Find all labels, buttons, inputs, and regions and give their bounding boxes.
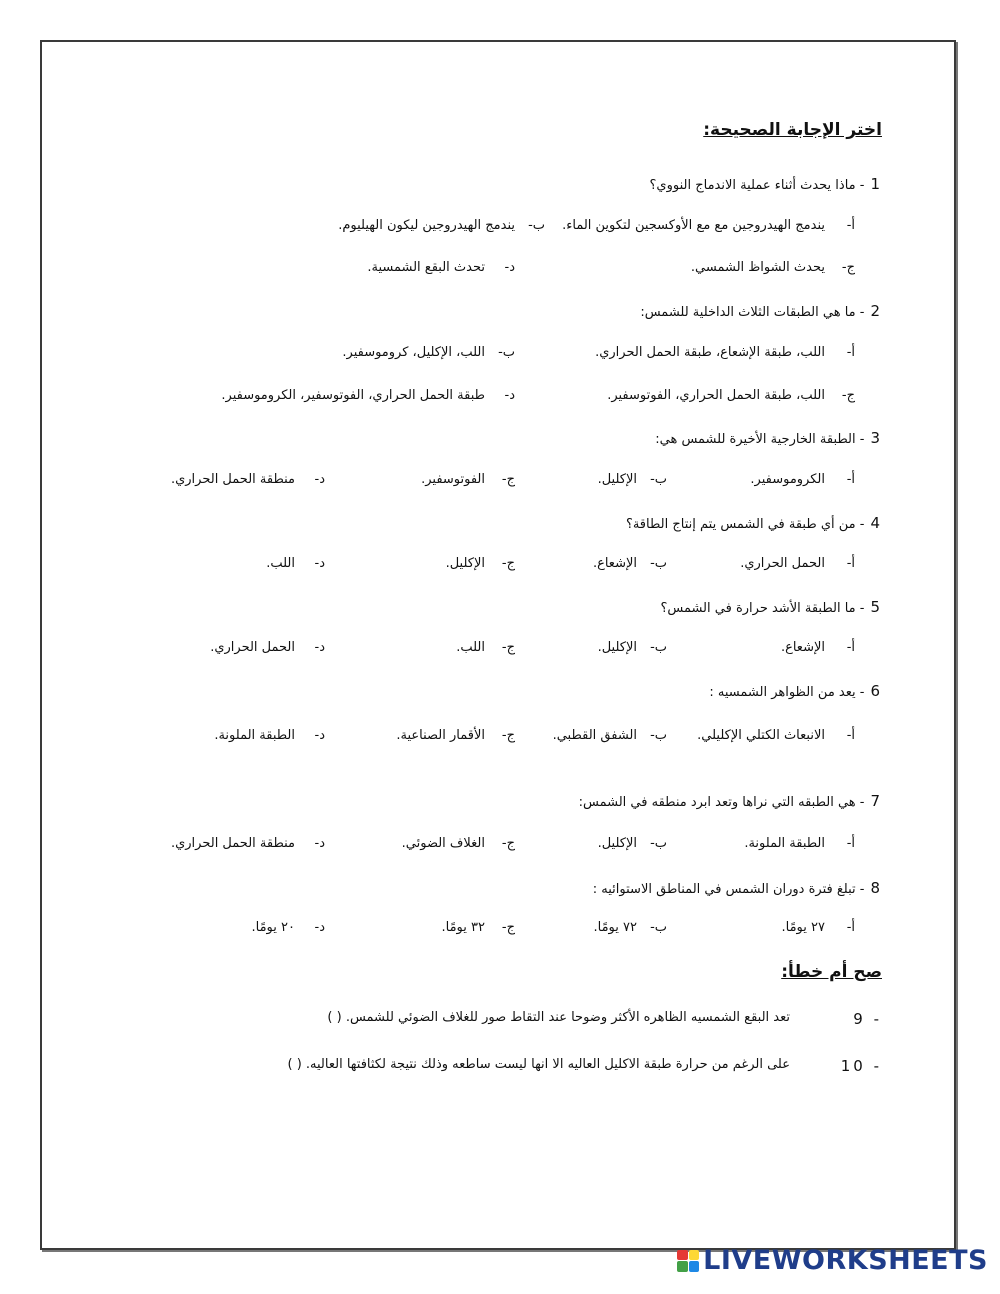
option-1b[interactable]: ب-يندمج الهيدروجين ليكون الهيليوم. <box>338 218 545 233</box>
tf-answer-blank[interactable]: ( ) <box>327 1010 342 1025</box>
option-3b[interactable]: ب-الإكليل. <box>597 472 667 487</box>
option-7a[interactable]: أ-الطبقة الملونة. <box>744 836 855 851</box>
option-7c[interactable]: ج-الغلاف الضوئي. <box>401 836 515 851</box>
option-6a[interactable]: أ-الانبعاث الكتلي الإكليلي. <box>697 728 855 743</box>
question-text: - ماذا يحدث أثناء عملية الاندماج النووي؟ <box>649 178 865 193</box>
option-4d[interactable]: د-اللب. <box>266 556 325 571</box>
tf-answer-blank[interactable]: ( ) <box>287 1057 302 1072</box>
option-3d[interactable]: د-منطقة الحمل الحراري. <box>170 472 325 487</box>
option-5a[interactable]: أ-الإشعاع. <box>780 640 855 655</box>
tf-statement-9: تعد البقع الشمسيه الظاهره الأكثر وضوحا عند التقاط صور للغلاف الضوئي للشمس. ( ) <box>327 1010 790 1025</box>
option-1d[interactable]: د-تحدث البقع الشمسية. <box>367 260 515 275</box>
option-7b[interactable]: ب-الإكليل. <box>597 836 667 851</box>
option-8b[interactable]: ب-٧٢ يومًا. <box>593 920 667 935</box>
option-5d[interactable]: د-الحمل الحراري. <box>210 640 325 655</box>
option-1c[interactable]: ج-يحدث الشواظ الشمسي. <box>690 260 855 275</box>
section-title-multiple-choice: اختر الإجابة الصحيحة: <box>703 120 882 140</box>
tf-number-10: 10 - <box>840 1057 882 1075</box>
logo-badge-icon <box>677 1250 699 1272</box>
option-5b[interactable]: ب-الإكليل. <box>597 640 667 655</box>
question-8: 8- تبلغ فترة دوران الشمس في المناطق الاستوائيه : <box>592 879 880 897</box>
option-7d[interactable]: د-منطقة الحمل الحراري. <box>170 836 325 851</box>
option-2c[interactable]: ج-اللب، طبقة الحمل الحراري، الفوتوسفير. <box>607 388 855 403</box>
option-8c[interactable]: ج-٣٢ يومًا. <box>441 920 515 935</box>
tf-number-9: 9 - <box>853 1010 882 1028</box>
question-6: 6- يعد من الظواهر الشمسيه : <box>709 682 880 700</box>
question-number: 1 <box>870 175 880 193</box>
option-3a[interactable]: أ-الكروموسفير. <box>750 472 855 487</box>
question-4: 4- من أي طبقة في الشمس يتم إنتاج الطاقة؟ <box>625 514 880 532</box>
option-8a[interactable]: أ-٢٧ يومًا. <box>781 920 855 935</box>
logo-text: LIVEWORKSHEETS <box>703 1245 988 1276</box>
question-1 <box>650 175 880 193</box>
option-8d[interactable]: د-٢٠ يومًا. <box>251 920 325 935</box>
tf-statement-10: على الرغم من حرارة طبقة الاكليل العاليه الا انها ليست ساطعه وذلك نتيجة لكثافتها العاليه. ( ) <box>287 1057 790 1072</box>
option-2d[interactable]: د-طبقة الحمل الحراري، الفوتوسفير، الكروموسفير. <box>221 388 515 403</box>
option-6d[interactable]: د-الطبقة الملونة. <box>214 728 325 743</box>
option-3c[interactable]: ج-الفوتوسفير. <box>421 472 515 487</box>
option-5c[interactable]: ج-اللب. <box>456 640 515 655</box>
option-6b[interactable]: ب-الشفق القطبي. <box>552 728 667 743</box>
question-2: 2- ما هي الطبقات الثلاث الداخلية للشمس: <box>640 302 880 320</box>
option-4c[interactable]: ج-الإكليل. <box>445 556 515 571</box>
option-4b[interactable]: ب-الإشعاع. <box>592 556 667 571</box>
question-7: 7- هي الطبقه التي نراها وتعد ابرد منطقه في الشمس: <box>578 792 880 810</box>
option-1a[interactable]: أ-يندمج الهيدروجين مع مع الأوكسجين لتكوين الماء. <box>562 218 855 233</box>
option-2b[interactable]: ب-اللب، الإكليل، كروموسفير. <box>342 345 515 360</box>
question-5: 5- ما الطبقة الأشد حرارة في الشمس؟ <box>660 598 880 616</box>
liveworksheets-logo <box>677 1245 988 1276</box>
option-2a[interactable]: أ-اللب، طبقة الإشعاع، طبقة الحمل الحراري. <box>595 345 855 360</box>
option-6c[interactable]: ج-الأقمار الصناعية. <box>396 728 515 743</box>
section-title-true-false: صح أم خطأ: <box>781 962 882 982</box>
option-4a[interactable]: أ-الحمل الحراري. <box>740 556 855 571</box>
question-3: 3- الطبقة الخارجية الأخيرة للشمس هي: <box>655 429 880 447</box>
